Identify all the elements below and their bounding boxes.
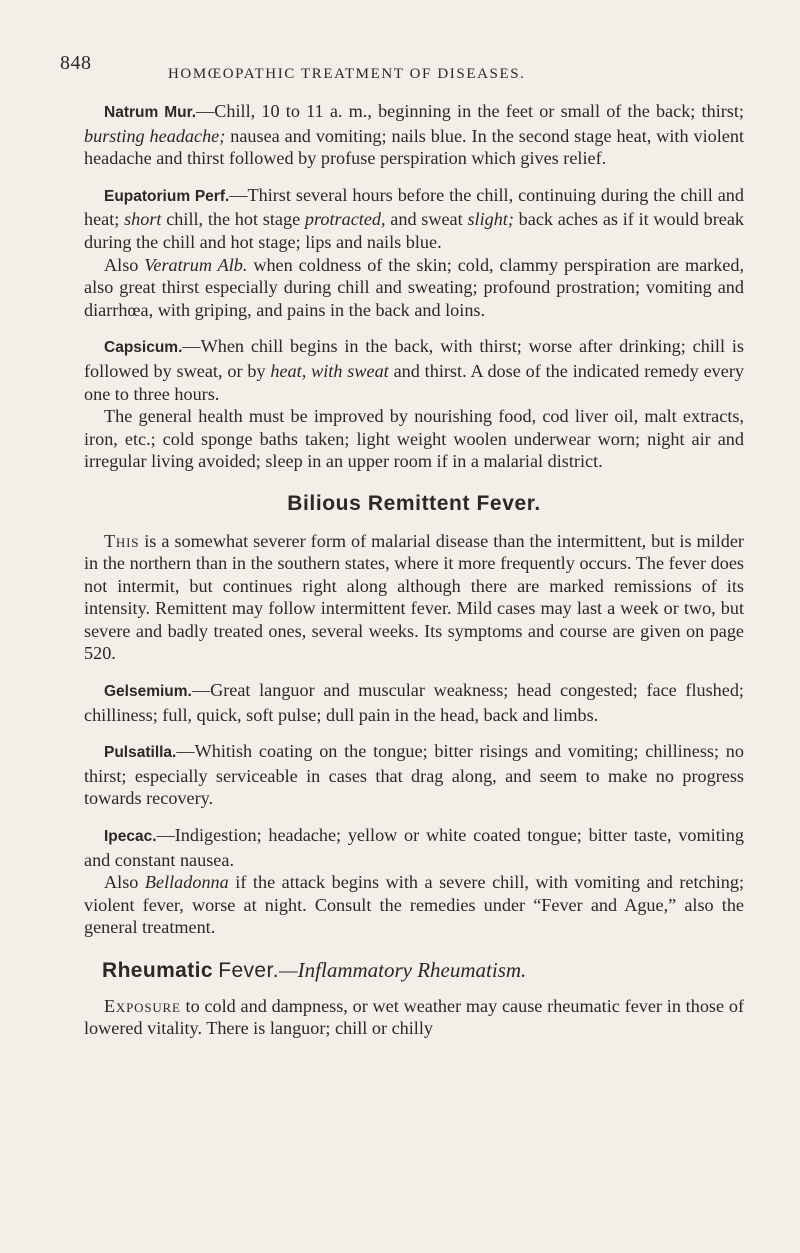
- remedy-name: Ipecac.: [104, 828, 157, 846]
- running-head: HOMŒOPATHIC TREATMENT OF DISEASES.: [168, 66, 526, 82]
- emphasis-text: heat, with sweat: [270, 360, 389, 381]
- paragraph-text: —Thirst several hours before the chill, continuing during the chill and heat;: [84, 184, 744, 230]
- heading-bold-part: Rheumatic: [102, 959, 213, 982]
- remedy-name: Eupatorium Perf.: [104, 187, 230, 205]
- page-header: [0, 52, 800, 82]
- lead-word: Exposure: [104, 995, 181, 1016]
- paragraph-eupatorium: [84, 184, 744, 254]
- paragraph-text: and sweat: [385, 209, 468, 230]
- paragraph-general-health: The general health must be improved by nourishing food, cod liver oil, malt extracts, iron, etc.; cold sponge baths taken; light weight woolen underwear worn; night air and irregular living avoided; sleep in an upper room if in a malarial district.: [84, 406, 744, 472]
- remedy-name: Gelsemium.: [104, 683, 192, 701]
- paragraph-text: —Great languor and muscular weakness; head congested; face flushed; chilliness; full, quick, soft pulse; dull pain in the head, back and limbs.: [84, 680, 744, 725]
- paragraph-text: —When chill begins in the back, with thirst; worse after drinking; chill is followed by sweat, or by: [84, 336, 744, 381]
- section-heading-rheumatic-fever: [84, 959, 744, 983]
- paragraph-capsicum: [84, 335, 744, 405]
- paragraph-belladonna: [84, 871, 744, 939]
- paragraph-text: —Chill, 10 to 11 a. m., beginning in the feet or small of the back; thirst;: [196, 101, 744, 121]
- emphasis-text: protracted,: [304, 209, 386, 230]
- paragraph-gelsemium: [84, 679, 744, 726]
- remedy-name: Natrum Mur.: [104, 104, 197, 121]
- paragraph-text: —Whitish coating on the tongue; bitter risings and vomiting; chilliness; no thirst; especially serviceable in cases that drag along, and seem to make no progress towards recovery.: [84, 741, 744, 809]
- remedy-name: Pulsatilla.: [104, 744, 177, 762]
- paragraph-pulsatilla: [84, 740, 744, 810]
- paragraph-text: nausea and vomiting; nails blue. In the second stage heat, with violent headache and thirst followed by profuse perspiration which gives relief.: [84, 125, 744, 169]
- remedy-name-italic: Veratrum Alb.: [144, 254, 248, 275]
- paragraph-text: if the attack begins with a severe chill, with vomiting and retching; violent fever, worse at night. Consult the remedies under “Fever and Ague,” also the general treatment.: [84, 872, 744, 938]
- page-number: 848: [60, 52, 92, 74]
- emphasis-text: bursting headache;: [84, 125, 226, 146]
- lead-word: This: [104, 530, 140, 551]
- paragraph-natrum-mur: [84, 100, 744, 170]
- paragraph-text: to cold and dampness, or wet weather may cause rheumatic fever in those of lowered vitality. There is languor; chill or chilly: [84, 995, 744, 1039]
- emphasis-text: short: [124, 209, 162, 230]
- body-text: [84, 100, 744, 1040]
- heading-italic-part: —Inflammatory Rheumatism.: [278, 958, 527, 982]
- remedy-name-italic: Belladonna: [144, 872, 229, 893]
- paragraph-text: Also: [104, 872, 145, 893]
- paragraph-text: chill, the hot stage: [161, 209, 305, 230]
- paragraph-text: Also: [104, 254, 145, 275]
- paragraph-text: —Indigestion; headache; yellow or white coated tongue; bitter taste, vomiting and constant nausea.: [84, 825, 744, 870]
- paragraph-veratrum: [84, 254, 744, 322]
- paragraph-bilious-intro: [84, 530, 744, 666]
- paragraph-text: and thirst. A dose of the indicated remedy every one to three hours.: [84, 360, 744, 404]
- section-heading-bilious-remittent-fever: Bilious Remittent Fever.: [287, 491, 541, 515]
- paragraph-text: back aches as if it would break during the chill and hot stage; lips and nails blue.: [84, 209, 745, 252]
- paragraph-rheumatic-intro: [84, 995, 744, 1040]
- paragraph-text: when coldness of the skin; cold, clammy perspiration are marked, also great thirst especially during chill and sweating; profound prostration; vomiting and diarrhœa, with griping, and pains in the back and loins.: [84, 254, 745, 320]
- paragraph-text: is a somewhat severer form of malarial disease than the intermittent, but is milder in the northern than in the southern states, where it more frequently occurs. The fever does not intermit, but continues right along although there are marked remissions of its intensity. Remittent may follow intermittent fever. Mild cases may last a week or two, but severe and badly treated ones, several weeks. Its symptoms and course are given on page 520.: [84, 530, 744, 664]
- emphasis-text: slight;: [467, 209, 514, 230]
- remedy-name: Capsicum.: [104, 339, 183, 357]
- heading-fever-part: Fever.: [218, 959, 279, 982]
- paragraph-ipecac: [84, 824, 744, 871]
